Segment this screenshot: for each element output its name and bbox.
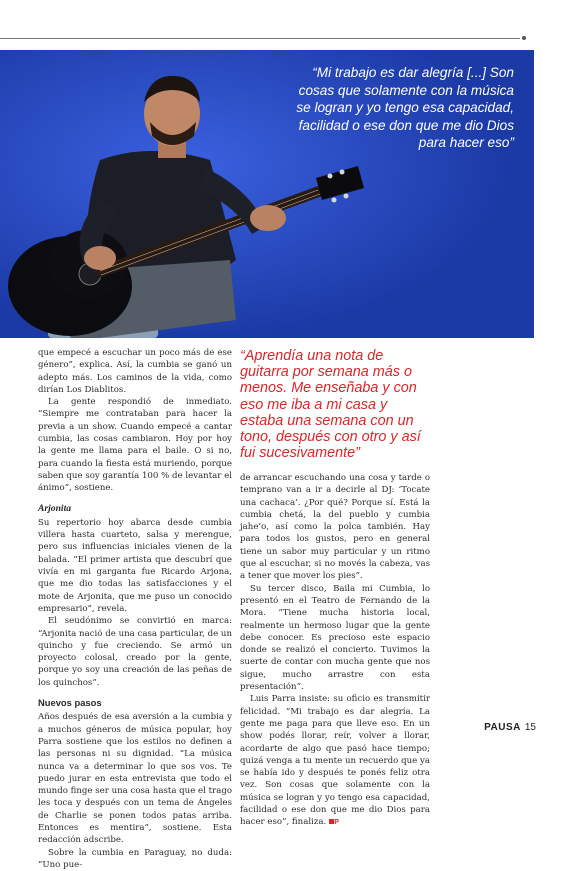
col2-paragraph-1: de arrancar escuchando una cosa y tarde o temprano van a ir a decirle al DJ: ‘Tocate una cachaca’. ¿Por qué? Porque sí. Está la cumbia chetá, la del pueblo y cumbia jahe’o, así como la polca también. Hay para todos los gustos, pero en general tiene un sabor muy particular y un ritmo que al escuchar, si no movés la cabeza, vas a tener que mover los pies”. — [240, 473, 430, 582]
col1-paragraph-5: Años después de esa aversión a la cumbia y a muchos géneros de música popular, hoy Parra sostiene que los estilos no definen a las personas ni su dignidad. “La música nunca va a determinar lo que sos vos. Te puedo jurar en esta entrevista que todo el mundo finge ser una cosa hasta que el trago les toca y después con un tema de Ángeles de Charlie se ponen todos patas arriba. Entonces es mentira”, sostiene. Esta redacción adscribe. — [38, 712, 232, 846]
col1-paragraph-6: Sobre la cumbia en Paraguay, no duda: “Uno pue- — [38, 847, 232, 870]
subheading-nuevos-pasos: Nuevos pasos — [38, 697, 102, 709]
right-hand — [84, 246, 116, 270]
top-rule — [0, 38, 520, 39]
end-mark-letter: P — [334, 819, 339, 827]
hero-photo — [0, 50, 534, 338]
col1-paragraph-2: La gente respondió de inmediato. “Siempre me contrataban para hacer la previa a un show. Cuando empecé a cantar cumbia, las cosas cambiaron. Hoy por hoy la gente me llama para el baile. O si no, para cuando la fiesta está muriendo, porque saben que soy garantía 100 % de levantar el ánimo”, sostiene. — [38, 397, 232, 494]
col2-paragraph-3 — [240, 693, 430, 829]
left-hand — [250, 205, 286, 231]
article-column-1 — [38, 347, 232, 871]
magazine-name: PAUSA — [484, 722, 521, 733]
col2-paragraph-2: Su tercer disco, Baila mi Cumbia, lo presentó en el Teatro de Fernando de la Mora. “Tiene mucha historia local, realmente un hermoso lugar que la gente debe conocer. Es precioso este espacio donde se realizó el concierto. Tuvimos la suerte de contar con mucha gente que nos sigue, mucho arrastre con esta presentación”. — [240, 583, 430, 693]
subheading-arjonita: Arjonita — [38, 502, 72, 514]
col1-paragraph-3: Su repertorio hoy abarca desde cumbia villera hasta cuarteto, salsa y merengue, pero sus influencias iniciales vienen de la balada. “El primer artista que descubrí que vivía en mi garganta fue Ricardo Arjona, que me dio todas las satisfacciones y el mote de Arjonita, que me puso un conocido empresario”, revela. — [38, 517, 232, 614]
hero-quote: “Mi trabajo es dar alegría [...] Son cosas que solamente con la música se logran y yo tengo esa capacidad, facilidad o ese don que me dio Dios para hacer eso” — [296, 65, 514, 151]
page-number: 15 — [524, 722, 536, 733]
article-column-2 — [240, 472, 430, 830]
col1-paragraph-4: El seudónimo se convirtió en marca: “Arjonita nació de una casa particular, de un quincho y fue creciendo. Se armó un proyecto colosal, creado por la gente, porque yo soy una creación de las peñas de los quinchos”. — [38, 616, 232, 688]
top-rule-dot — [522, 36, 526, 40]
page-folio — [484, 722, 536, 733]
col1-paragraph-1: que empecé a escuchar un poco más de ese género”, explica. Así, la cumbia se ganó un adepto más. Los caminos de la vida, como dirían Los Diablitos. — [38, 348, 232, 395]
pull-quote: “Aprendía una nota de guitarra por semana más o menos. Me enseñaba y con eso me iba a mi casa y estaba una semana con un tono, después con otro y así fui sucesivamente” — [240, 348, 421, 462]
col2-paragraph-3-text: Luis Parra insiste: su oficio es transmitir felicidad. “Mi trabajo es dar alegría. La gente me paga para que lleve eso. En un show podés llorar, reír, volver a llorar, acordarte de algo que pasó hace tiempo; quizá venga a tu mente un recuerdo que ya se había ido y después te ponés feliz otra vez. Son cosas que solamente con la música se logran y yo tengo esa capacidad, facilidad o ese don que me dio Dios para hacer eso”, finaliza. — [240, 694, 430, 828]
